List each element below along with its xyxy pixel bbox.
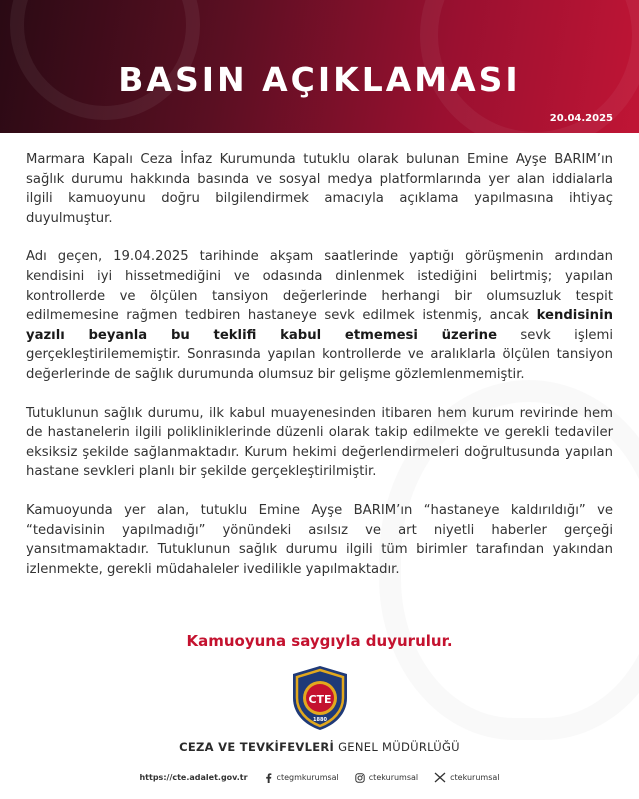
org-name-bold: CEZA VE TEVKİFEVLERİ — [179, 740, 335, 754]
paragraph-1: Marmara Kapalı Ceza İnfaz Kurumunda tutuklu olarak bulunan Emine Ayşe BARIM’ın sağlık durumu hakkında basında ve sosyal medya platformlarında yer alan iddialarla ilgili kamuoyunu doğru bilgilendirmek amacıyla açıklama yapılmasına ihtiyaç duyulmuştur. — [26, 152, 613, 226]
facebook-icon — [264, 773, 273, 783]
facebook-handle: ctegmkurumsal — [276, 773, 339, 782]
paragraph-2-bold: kendisinin yazılı beyanla bu teklifi kabul etmemesi üzerine — [26, 308, 613, 343]
paragraph-3: Tutuklunun sağlık durumu, ilk kabul muayenesinden itibaren hem kurum revirinde hem de hastanelerin ilgili polikliniklerinde düzenli olarak takip edilmekte ve gerekli tedaviler eksiksiz şekilde sağlanmaktadır. Kurum hekimi değerlendirmeleri doğrultusunda yapılan hastane sevkleri planlı bir şekilde gerçekleştirilmiştir. — [26, 405, 613, 480]
x-link[interactable] — [434, 772, 499, 783]
instagram-link[interactable] — [355, 773, 418, 783]
logo-letters: CTE — [308, 693, 332, 706]
paragraph-2 — [26, 247, 613, 384]
x-handle: ctekurumsal — [450, 773, 500, 782]
cte-logo — [289, 664, 351, 732]
x-icon — [434, 772, 446, 783]
page-title: BASIN AÇIKLAMASI — [118, 60, 521, 99]
website-link[interactable]: https://cte.adalet.gov.tr — [139, 773, 248, 782]
footer — [0, 772, 639, 783]
release-date: 20.04.2025 — [549, 113, 613, 124]
press-release-body — [26, 150, 613, 598]
organization-name — [0, 740, 639, 754]
instagram-handle: ctekurumsal — [368, 773, 419, 782]
cte-shield-icon — [289, 664, 351, 732]
paragraph-4: Kamuoyunda yer alan, tutuklu Emine Ayşe BARIM’ın “hastaneye kaldırıldığı” ve “tedavisinin yapılmadığı” yönündeki asılsız ve art niyetli haberler gerçeği yansıtmamaktadır. Tutuklunun sağlık durumu ilgili tüm birimler tarafından yakından izlenmekte, gerekli müdahaleler ivedilikle yapılmaktadır. — [26, 502, 613, 577]
org-name-rest: GENEL MÜDÜRLÜĞÜ — [334, 740, 460, 754]
logo-year: 1880 — [313, 717, 327, 723]
closing-statement: Kamuoyuna saygıyla duyurulur. — [186, 632, 453, 650]
header-banner — [0, 0, 639, 133]
instagram-icon — [355, 773, 365, 783]
paragraph-2-text-b: sevk işlemi gerçekleştirilememiştir. Sonrasında yapılan kontrollerde ve aralıklarla ölçülen tansiyon değerlerinde de sağlık durumunda olumsuz bir gelişme gözlemlenmemiştir. — [26, 327, 614, 382]
facebook-link[interactable] — [264, 773, 339, 783]
paragraph-2-text-a: Adı geçen, 19.04.2025 tarihinde akşam saatlerinde yaptığı görüşmenin ardından kendisini iyi hissetmediğini ve odasında dinlenmek istediğini belirtmiş; yapılan kontrollerde ve ölçülen tansiyon değerlerinde herhangi bir olumsuzluk tespit edilmemesine rağmen tedbiren hastaneye sevk edilmek istenmiş, ancak — [26, 249, 613, 324]
